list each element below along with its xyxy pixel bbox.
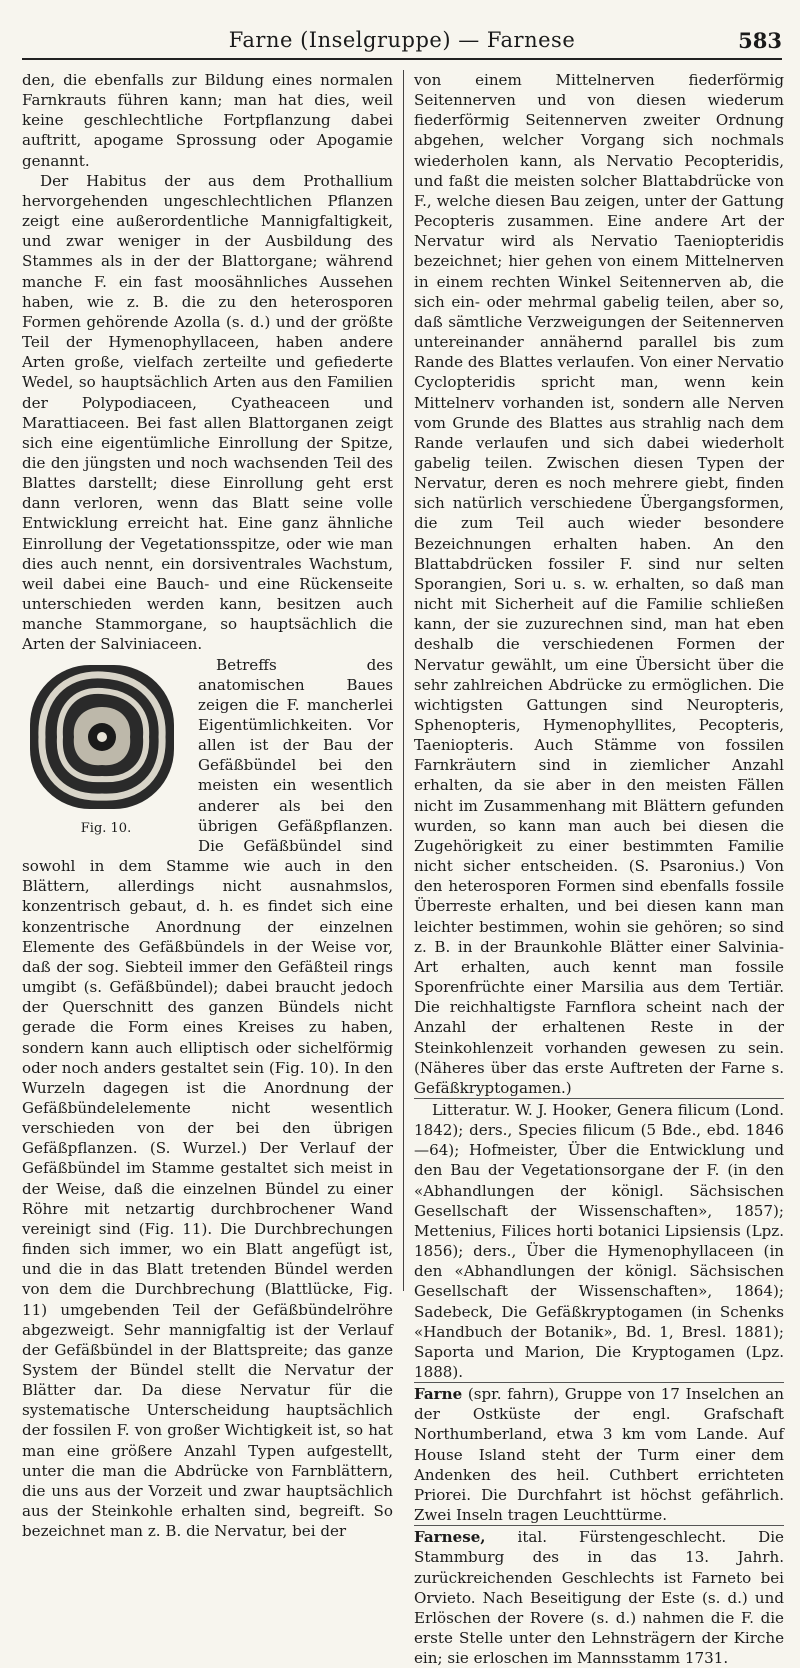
entry-farnese bbox=[414, 1525, 784, 1668]
column-divider bbox=[403, 70, 404, 1291]
vascular-bundle-cross-section-illustration bbox=[22, 657, 182, 817]
paragraph: von einem Mittelnerven fiederförmig Seitennerven und von diesen wiederum fiederförmig Seitennerven zweiter Ordnung abgehen, welcher Vorgang sich nochmals wiederholen kann, als Nervatio Pecopteridis, und faßt die meisten solcher Blattabdrücke von F., welche diesen Bau zeigen, unter der Gattung Pecopteris zusammen. Eine andere Art der Nervatur wird als Nervatio Taeniopteridis bezeichnet; hier gehen von einem Mittelnerven in einem rechten Winkel Seitennerven ab, die sich ein- oder mehrmal gabelig teilen, aber so, daß sämtliche Verzweigungen der Seitennerven untereinander annähernd parallel bis zum Rande des Blattes verlaufen. Von einer Nervatio Cyclopteridis spricht man, wenn kein Mittelnerv vorhanden ist, sondern alle Nerven vom Grunde des Blattes aus strahlig nach dem Rande verlaufen und sich dabei wiederholt gabelig teilen. Zwischen diesen Typen der Nervatur, deren es noch mehrere giebt, finden sich natürlich verschiedene Übergangsformen, die zum Teil auch wieder besondere Bezeichnungen erhalten haben. An den Blattabdrücken fossiler F. sind nur selten Sporangien, Sori u. s. w. erhalten, so daß man nicht mit Sicherheit auf die Familie schließen kann, der sie zuzurechnen sind, man hat eben deshalb die verschiedenen Formen der Nervatur gewählt, um eine Übersicht über die sehr zahlreichen Abdrücke zu ermöglichen. Die wichtigsten Gattungen sind Neuropteris, Sphenopteris, Hymenophyllites, Pecopteris, Taeniopteris. Auch Stämme von fossilen Farnkräutern sind in ziemlicher Anzahl erhalten, da sie aber in den meisten Fällen nicht im Zusammenhang mit Blättern gefunden wurden, so kann man auch bei diesen die Zugehörigkeit zu einer bestimmten Familie nicht sicher entscheiden. (S. Psaronius.) Von den heterosporen Formen sind ebenfalls fossile Überreste erhalten, und bei diesen kann man leichter bestimmen, wohin sie gehören; so sind z. B. in der Braunkohle Blätter einer Salvinia-Art erhalten, auch kennt man fossile Sporenfrüchte einer Marsilia aus dem Tertiär. Die reichhaltigste Farnflora scheint nach der Anzahl der erhaltenen Reste in der Steinkohlenzeit vorhanden gewesen zu sein. (Näheres über das erste Auftreten der Farne s. Gefäßkryptogamen.) bbox=[414, 71, 784, 1097]
left-column bbox=[22, 70, 393, 1541]
entry-text: (spr. fahrn), Gruppe von 17 Inselchen an der Ostküste der engl. Grafschaft Northumberland, etwa 3 km vom Lande. Auf House Island steht der Turm einer dem Andenken des heil. Cuthbert errichteten Priorei. Die Durchfahrt ist höchst gefährlich. Zwei Inseln tragen Leuchttürme. bbox=[414, 1385, 784, 1525]
page-number: 583 bbox=[738, 28, 782, 53]
entry-farne bbox=[414, 1382, 784, 1525]
paragraph: Der Habitus der aus dem Prothallium hervorgehenden ungeschlechtlichen Pflanzen zeigt eine außerordentliche Mannigfaltigkeit, und zwar weniger in der Ausbildung des Stammes als in der der Blattorgane; während manche F. ein fast moosähnliches Aussehen haben, wie z. B. die zu den heterosporen Formen gehörende Azolla (s. d.) und der größte Teil der Hymenophyllaceen, haben andere Arten große, vielfach zerteilte und gefiederte Wedel, so hauptsächlich Arten aus den Familien der Polypodiaceen, Cyatheaceen und Marattiaceen. Bei fast allen Blattorganen zeigt sich eine eigentümliche Einrollung der Spitze, die den jüngsten und noch wachsenden Teil des Blattes darstellt; diese Einrollung geht erst dann verloren, wenn das Blatt seine volle Entwicklung erreicht hat. Eine ganz ähnliche Einrollung der Vegetationsspitze, oder wie man dies auch nennt, ein dorsiventrales Wachstum, weil dabei eine Bauch- und eine Rückenseite unterschieden werden kann, besitzen auch manche Stammorgane, so hauptsächlich die Arten der Salviniaceen. bbox=[22, 171, 393, 654]
entry-headword: Farnese, bbox=[414, 1528, 486, 1547]
figure-caption: Fig. 10. bbox=[80, 820, 132, 836]
running-title: Farne (Inselgruppe) — Farnese bbox=[228, 28, 576, 52]
paragraph: den, die ebenfalls zur Bildung eines normalen Farnkrauts führen kann; man hat dies, weil keine geschlechtliche Fortpflanzung dabei auftritt, apogame Sprossung oder Apogamie genannt. bbox=[22, 71, 393, 170]
entry-text: ital. Fürstengeschlecht. Die Stammburg des in das 13. Jahrh. zurückreichenden Geschlechts ist Farneto bei Orvieto. Nach Beseitigung der Este (s. d.) und Erlöschen der Rovere (s. d.) nahmen die F. die erste Stelle unter den Lehnsträgern der Kirche ein; sie erloschen im Mannsstamm 1731. bbox=[414, 1528, 784, 1668]
right-column bbox=[414, 70, 784, 1668]
literature-paragraph: Litteratur. W. J. Hooker, Genera filicum (Lond. 1842); ders., Species filicum (5 Bde., ebd. 1846—64); Hofmeister, Über die Entwicklung und den Bau der Vegetationsorgane der F. (in den «Abhandlungen der königl. Sächsischen Gesellschaft der Wissenschaften», 1857); Mettenius, Filices horti botanici Lipsiensis (Lpz. 1856); ders., Über die Hymenophyllaceen (in den «Abhandlungen der königl. Sächsischen Gesellschaft der Wissenschaften», 1864); Sadebeck, Die Gefäßkryptogamen (in Schenks «Handbuch der Botanik», Bd. 1, Bresl. 1881); Saporta und Marion, Die Kryptogamen (Lpz. 1888). bbox=[414, 1098, 784, 1382]
figure-10 bbox=[22, 657, 190, 847]
page-header bbox=[22, 24, 782, 60]
paragraph: Betreffs des anatomischen Baues zeigen die F. mancherlei Eigentümlichkeiten. Vor allen ist der Bau der Gefäßbündel bei den meisten ein wesentlich anderer als bei den übrigen Gefäßpflanzen. Die Gefäßbündel sind sowohl in dem Stamme wie auch in den Blättern, allerdings nicht ausnahmslos, konzentrisch gebaut, d. h. es findet sich eine konzentrische Anordnung der einzelnen Elemente des Gefäßbündels in der Weise vor, daß der sog. Siebteil immer den Gefäßteil rings umgibt (s. Gefäßbündel); dabei braucht jedoch der Querschnitt des ganzen Bündels nicht gerade die Form eines Kreises zu haben, sondern kann auch elliptisch oder sichelförmig oder noch anders gestaltet sein (Fig. 10). In den Wurzeln dagegen ist die Anordnung der Gefäßbündelelemente nicht wesentlich verschieden von der bei den übrigen Gefäßpflanzen. (S. Wurzel.) Der Verlauf der Gefäßbündel im Stamme gestaltet sich meist in der Weise, daß die einzelnen Bündel zu einer Röhre mit netzartig durchbrochener Wand vereinigt sind (Fig. 11). Die Durchbrechungen finden sich immer, wo ein Blatt angefügt ist, und die in das Blatt tretenden Bündel werden von dem die Durchbrechung (Blattlücke, Fig. 11) umgebenden Teil der Gefäßbündelröhre abgezweigt. Sehr mannigfaltig ist der Verlauf der Gefäßbündel in der Blattspreite; das ganze System der Bündel stellt die Nervatur der Blätter dar. Da diese Nervatur für die systematische Unterscheidung hauptsächlich der fossilen F. von großer Wichtigkeit ist, so hat man eine größere Anzahl Typen aufgestellt, unter die man die Abdrücke von Farnblättern, die uns aus der Vorzeit und zwar hauptsächlich aus der Steinkohle erhalten sind, begreift. So bezeichnet man z. B. die Nervatur, bei der bbox=[22, 655, 393, 1541]
entry-headword: Farne bbox=[414, 1385, 463, 1404]
